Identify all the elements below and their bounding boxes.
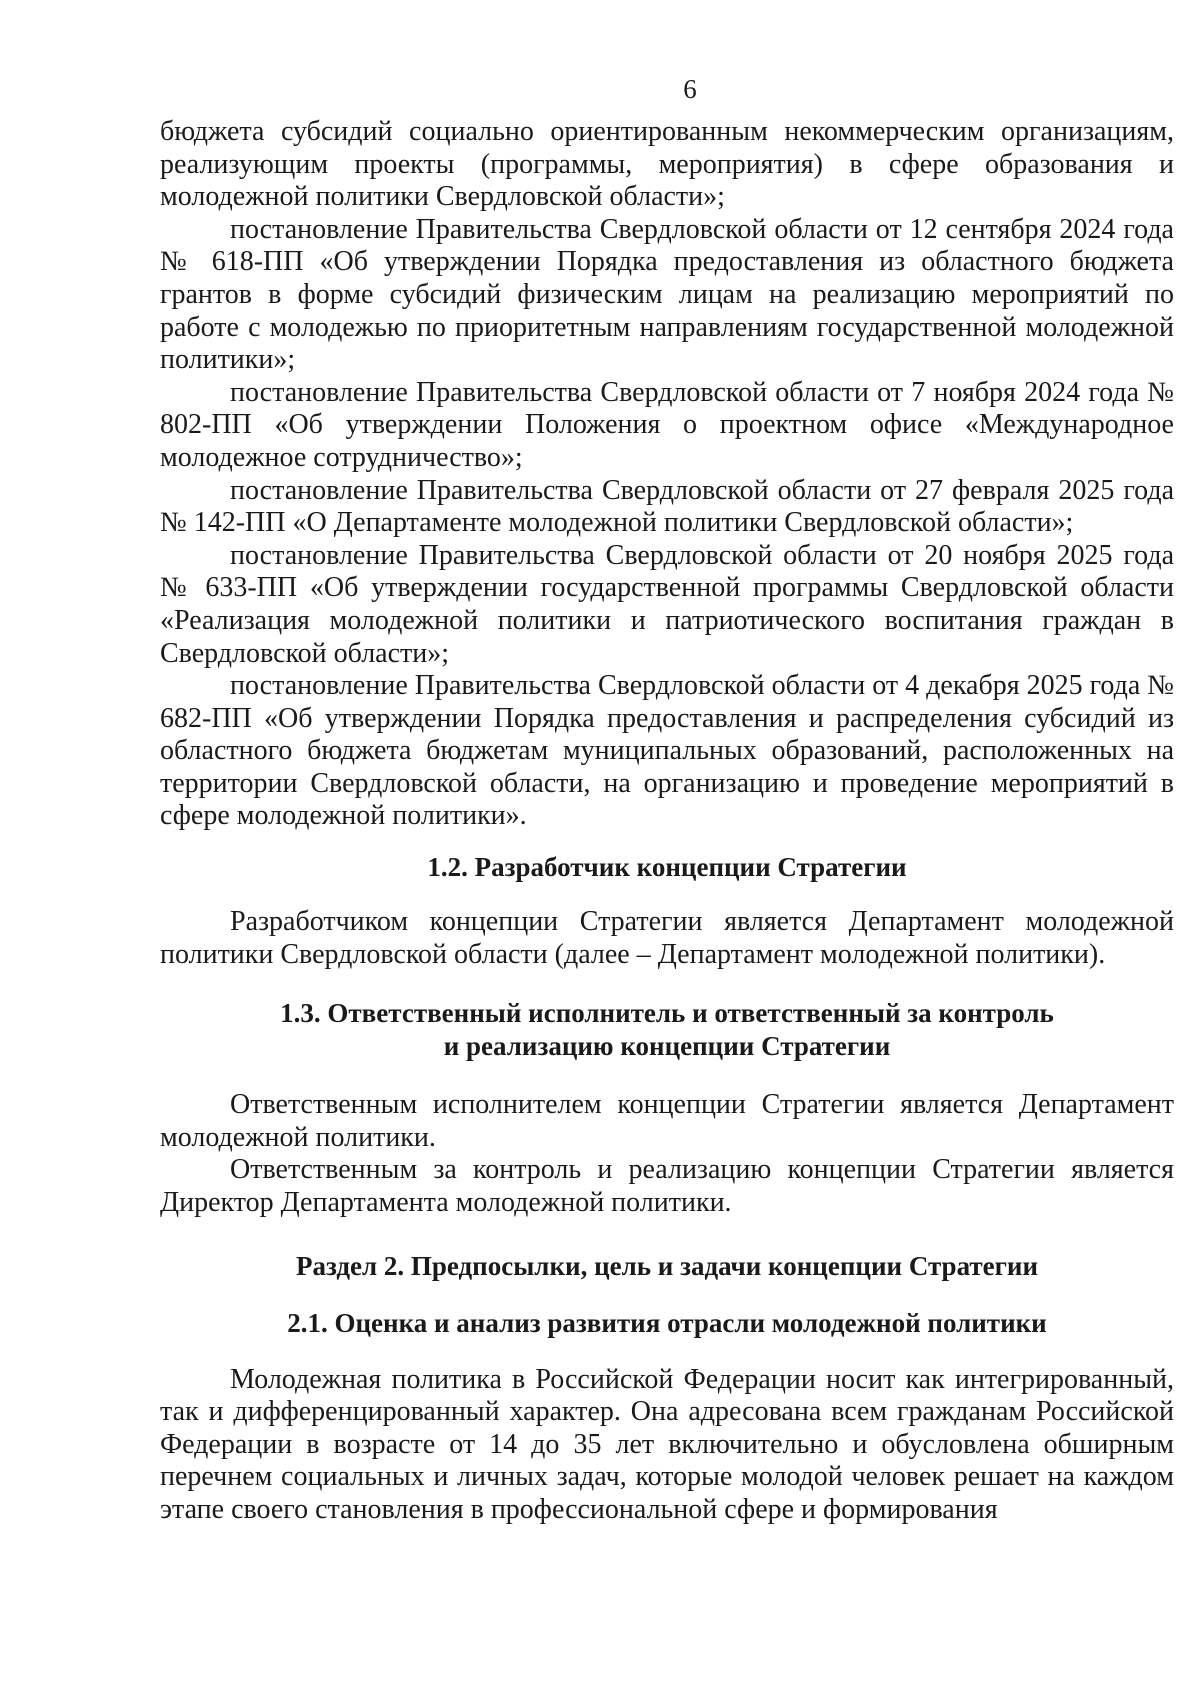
- paragraph-decree-802: постановление Правительства Свердловской области от 7 ноября 2024 года № 802-ПП «Об утверждении Положения о проектном офисе «Международное молодежное сотрудничество»;: [160, 376, 1174, 473]
- paragraph-decree-618: постановление Правительства Свердловской области от 12 сентября 2024 года № 618-ПП «Об утверждении Порядка предоставления из областного бюджета грантов в форме субсидий физическим лицам на реализацию мероприятий по работе с молодежью по приоритетным направлениям государственной молодежной политики»;: [160, 213, 1174, 376]
- paragraph-responsible-control: Ответственным за контроль и реализацию концепции Стратегии является Директор Департамента молодежной политики.: [160, 1154, 1174, 1219]
- page-number: 6: [683, 74, 697, 104]
- section-heading-1-2: 1.2. Разработчик концепции Стратегии: [427, 852, 907, 883]
- paragraph-decree-682: постановление Правительства Свердловской области от 4 декабря 2025 года № 682-ПП «Об утверждении Порядка предоставления и распределения субсидий из областного бюджета бюджетам муниципальных образований, расположенных на территории Свердловской области, на организацию и проведение мероприятий в сфере молодежной политики».: [160, 670, 1174, 832]
- paragraph-youth-policy: Молодежная политика в Российской Федерации носит как интегрированный, так и дифференцированный характер. Она адресована всем гражданам Российской Федерации в возрасте от 14 до 35 лет включительно и обусловлена обширным перечнем социальных и личных задач, которые молодой человек решает на каждом этапе своего становления в профессиональной сфере и формирования: [160, 1363, 1174, 1525]
- section-heading-2-1: 2.1. Оценка и анализ развития отрасли молодежной политики: [287, 1307, 1047, 1338]
- section-heading-2: Раздел 2. Предпосылки, цель и задачи концепции Стратегии: [295, 1250, 1038, 1281]
- section-heading-1-3-line1: 1.3. Ответственный исполнитель и ответственный за контроль: [280, 998, 1054, 1029]
- document-body: [160, 116, 1174, 1527]
- paragraph-developer: Разработчиком концепции Стратегии является Департамент молодежной политики Свердловской области (далее – Департамент молодежной политики).: [160, 906, 1174, 970]
- paragraph-continuation: бюджета субсидий социально ориентированным некоммерческим организациям, реализующим проекты (программы, мероприятия) в сфере образования и молодежной политики Свердловской области»;: [160, 116, 1174, 213]
- section-heading-1-3-line2: и реализацию концепции Стратегии: [443, 1031, 891, 1062]
- section-heading-1-3: [160, 997, 1174, 1063]
- paragraph-decree-633: постановление Правительства Свердловской области от 20 ноября 2025 года № 633-ПП «Об утверждении государственной программы Свердловской области «Реализация молодежной политики и патриотического воспитания граждан в Свердловской области»;: [160, 539, 1174, 669]
- paragraph-responsible-executor: Ответственным исполнителем концепции Стратегии является Департамент молодежной политики.: [160, 1089, 1174, 1153]
- paragraph-decree-142: постановление Правительства Свердловской области от 27 февраля 2025 года № 142-ПП «О Департаменте молодежной политики Свердловской области»;: [160, 474, 1174, 539]
